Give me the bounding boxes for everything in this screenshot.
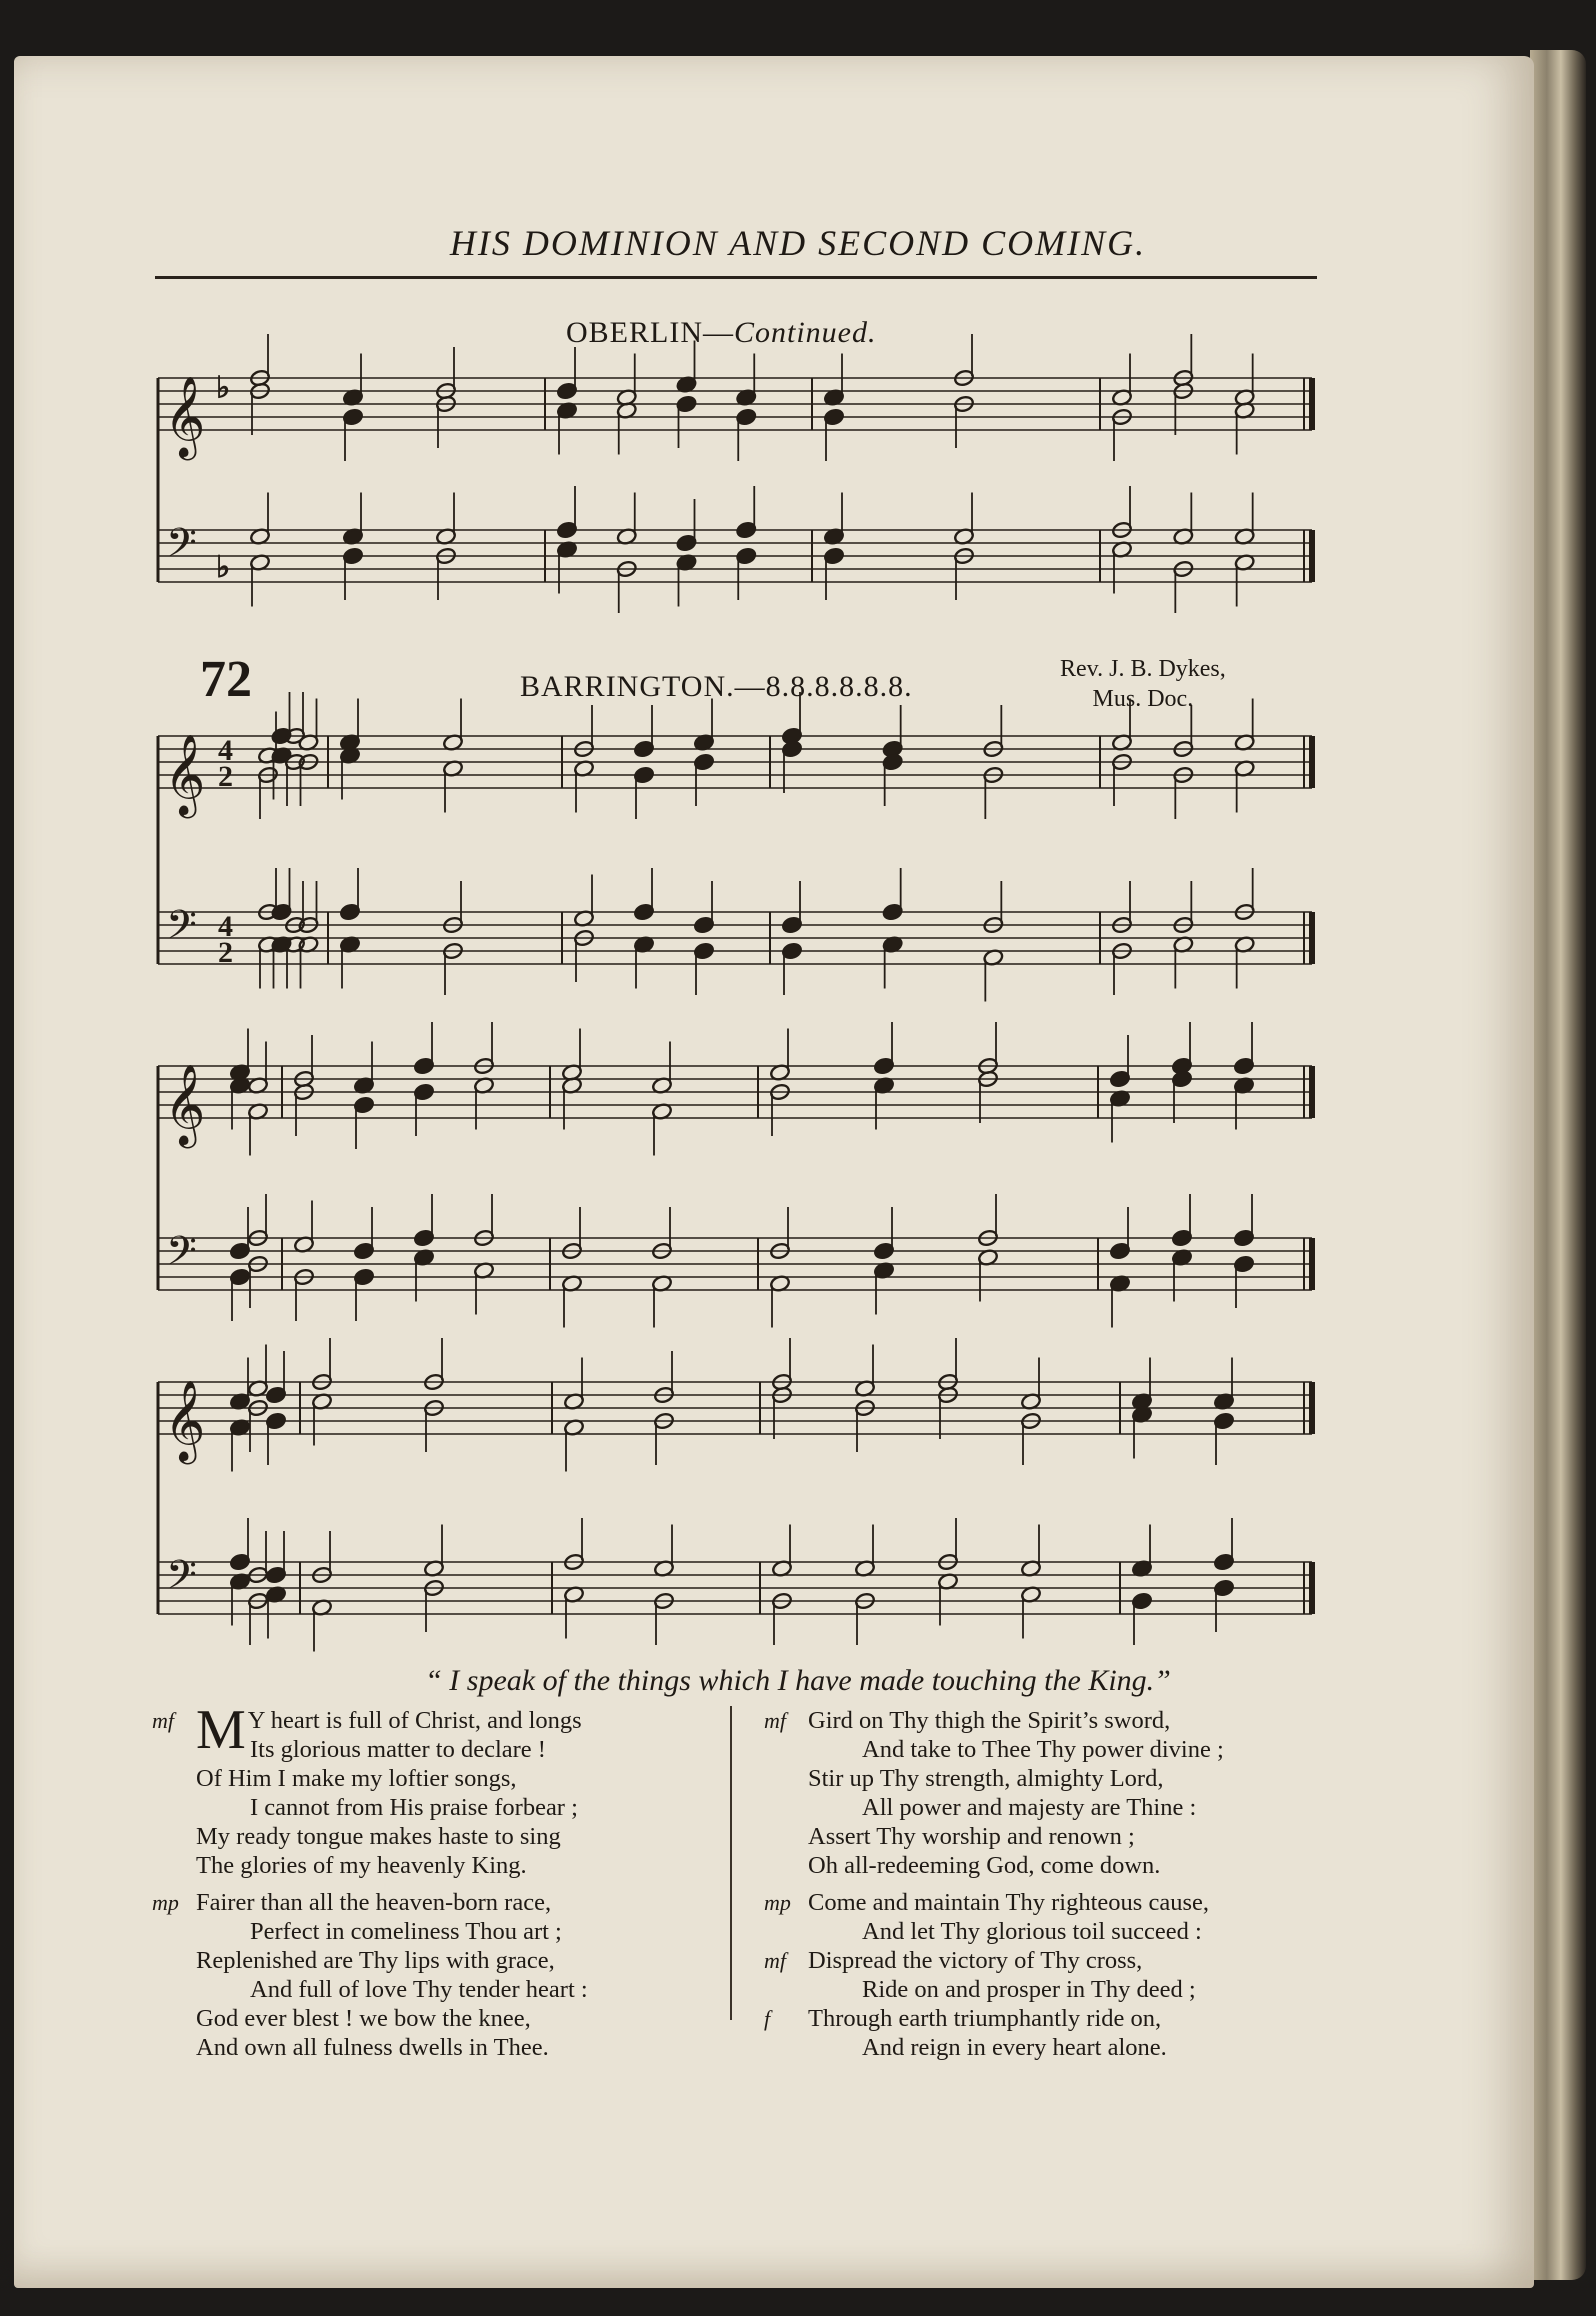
treble-clef: 𝄞 <box>164 375 206 457</box>
verse-text: Ride on and prosper in Thy deed ; <box>862 1976 1196 2003</box>
verses-left-column <box>152 1699 588 2062</box>
verse-line <box>196 1793 588 1822</box>
verse-line <box>808 1764 1224 1793</box>
bass-clef: 𝄢 <box>166 901 197 958</box>
verse-line <box>808 1851 1224 1880</box>
verse-text: And own all fulness dwells in Thee. <box>196 2034 549 2061</box>
treble-clef: 𝄞 <box>164 733 206 815</box>
verse-text: Dispread the victory of Thy cross, <box>808 1947 1143 1974</box>
verse-text: The glories of my heavenly King. <box>196 1852 527 1879</box>
verse-line <box>764 1706 1224 1735</box>
verse-line <box>196 2033 588 2062</box>
verse-line <box>196 1735 588 1764</box>
verse-line <box>196 1917 588 1946</box>
verse-line <box>764 2004 1224 2033</box>
time-signature: 4 <box>218 910 233 943</box>
verse-text: Fairer than all the heaven-born race, <box>196 1889 552 1916</box>
tune-title-oberlin-suffix: Continued. <box>734 316 877 349</box>
verse-line <box>196 1946 588 1975</box>
verse-text: Perfect in comeliness Thou art ; <box>250 1918 562 1945</box>
verse-text: And let Thy glorious toil succeed : <box>862 1918 1202 1945</box>
time-signature: 2 <box>218 760 233 793</box>
verse-text: And take to Thee Thy power divine ; <box>862 1736 1224 1763</box>
verse-line <box>196 1975 588 2004</box>
verse-line <box>196 1764 588 1793</box>
dynamic-marking: mp <box>152 1890 179 1915</box>
verse-line <box>764 1888 1224 1917</box>
verse-line <box>196 1822 588 1851</box>
key-signature-flat: ♭ <box>216 371 231 405</box>
drop-cap: M <box>196 1699 246 1761</box>
verse-text: Replenished are Thy lips with grace, <box>196 1947 555 1974</box>
bass-clef: 𝄢 <box>166 519 197 576</box>
verse-line <box>196 2004 588 2033</box>
verse-line <box>808 2033 1224 2062</box>
verse-line <box>808 1735 1224 1764</box>
bass-clef: 𝄢 <box>166 1227 197 1284</box>
verse-text: Its glorious matter to declare ! <box>250 1736 546 1763</box>
verse-text: And reign in every heart alone. <box>862 2034 1167 2061</box>
verse-line <box>196 1851 588 1880</box>
verse-line <box>808 1975 1224 2004</box>
verses-right-column <box>764 1706 1224 2062</box>
hymn-number: 72 <box>200 651 252 708</box>
treble-clef: 𝄞 <box>164 1379 206 1461</box>
verse-text: Stir up Thy strength, almighty Lord, <box>808 1765 1164 1792</box>
dynamic-marking: mf <box>764 1708 786 1733</box>
verse-text: Y heart is full of Christ, and longs <box>247 1707 582 1734</box>
verse-line <box>808 1917 1224 1946</box>
verse-line <box>808 1793 1224 1822</box>
time-signature: 2 <box>218 936 233 969</box>
verse-text: All power and majesty are Thine : <box>862 1794 1197 1821</box>
tune-title-oberlin-name: OBERLIN— <box>566 316 734 349</box>
verse-text: My ready tongue makes haste to sing <box>196 1823 561 1850</box>
composer-degree: Mus. Doc. <box>1092 686 1194 712</box>
dynamic-marking: f <box>764 2006 771 2031</box>
verse-text: Through earth triumphantly ride on, <box>808 2005 1162 2032</box>
tune-title-barrington: BARRINGTON.—8.8.8.8.8.8. <box>520 670 913 703</box>
dynamic-marking: mp <box>764 1890 791 1915</box>
composer-name: Rev. J. B. Dykes, <box>1060 656 1226 682</box>
column-divider <box>730 1706 732 2020</box>
epigraph: “ I speak of the things which I have made touching the King.” <box>425 1664 1171 1697</box>
dynamic-marking: mf <box>764 1948 786 1973</box>
verse-line <box>808 1822 1224 1851</box>
verse-text: And full of love Thy tender heart : <box>250 1976 588 2003</box>
verse-text: Gird on Thy thigh the Spirit’s sword, <box>808 1707 1171 1734</box>
key-signature-flat: ♭ <box>216 550 231 584</box>
verse-text: Come and maintain Thy righteous cause, <box>808 1889 1209 1916</box>
verse-text: Of Him I make my loftier songs, <box>196 1765 517 1792</box>
bass-clef: 𝄢 <box>166 1551 197 1608</box>
verse-line <box>764 1946 1224 1975</box>
verse-text: Oh all-redeeming God, come down. <box>808 1852 1161 1879</box>
verse-text: God ever blest ! we bow the knee, <box>196 2005 531 2032</box>
verse-line <box>152 1888 588 1917</box>
verse-text: I cannot from His praise forbear ; <box>250 1794 578 1821</box>
verse-text: Assert Thy worship and renown ; <box>808 1823 1135 1850</box>
time-signature: 4 <box>218 734 233 767</box>
treble-clef: 𝄞 <box>164 1063 206 1145</box>
dynamic-marking: mf <box>152 1708 174 1733</box>
running-head: HIS DOMINION AND SECOND COMING. <box>449 223 1147 263</box>
